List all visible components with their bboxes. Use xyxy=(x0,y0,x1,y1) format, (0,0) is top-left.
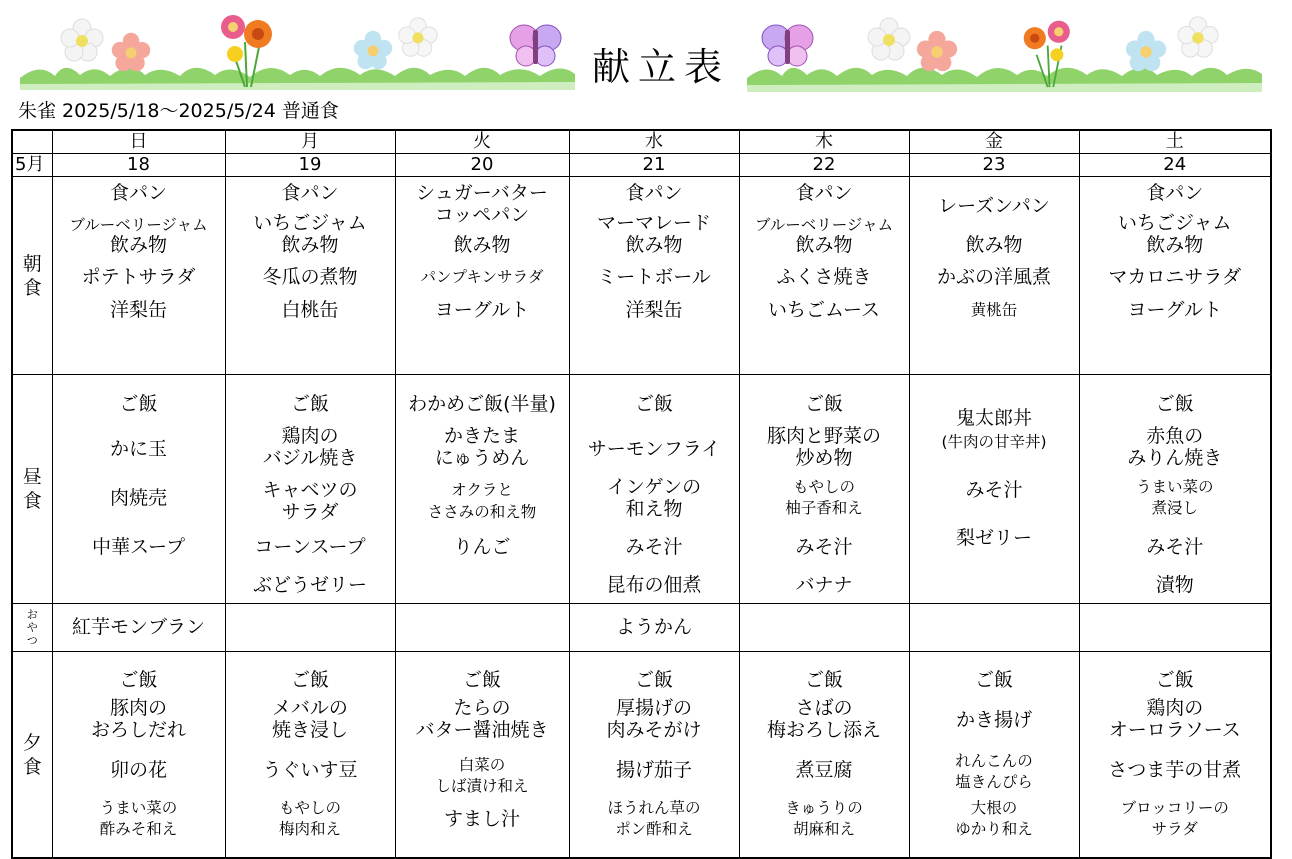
dinner-item: ポン酢和え xyxy=(615,820,693,838)
lunch-item: バナナ xyxy=(795,574,853,596)
breakfast-item: 飲み物 xyxy=(965,234,1023,256)
dinner-item: さつま芋の甘煮 xyxy=(1108,759,1242,781)
flower-white-icon xyxy=(1175,14,1221,60)
snack-cell: 紅芋モンブラン xyxy=(52,604,225,652)
dinner-item: 梅肉和え xyxy=(278,820,341,838)
date-cell: 20 xyxy=(395,154,569,177)
lunch-item: キャベツの xyxy=(262,479,358,501)
meal-label-text: お や つ xyxy=(26,608,38,647)
lunch-item: りんご xyxy=(453,536,511,558)
dinner-item: 厚揚げの xyxy=(615,697,692,719)
snack-cell xyxy=(1079,604,1271,652)
dinner-item: もやしの xyxy=(278,799,341,817)
lunch-cell xyxy=(225,375,395,604)
snack-cell xyxy=(395,604,569,652)
weekday-cell: 日 xyxy=(52,130,225,154)
lunch-cell xyxy=(909,375,1079,604)
weekday-cell: 火 xyxy=(395,130,569,154)
breakfast-item: ヨーグルト xyxy=(1127,299,1222,321)
breakfast-cell xyxy=(569,177,739,375)
lunch-item: 漬物 xyxy=(1155,574,1194,596)
butterfly-icon xyxy=(760,18,815,73)
lunch-item: かに玉 xyxy=(109,438,167,460)
breakfast-item: 洋梨缶 xyxy=(109,299,167,321)
date-cell: 22 xyxy=(739,154,909,177)
dinner-label xyxy=(12,652,52,859)
lunch-item: 肉焼売 xyxy=(109,487,167,509)
lunch-item: みそ汁 xyxy=(965,479,1023,501)
weekday-cell: 水 xyxy=(569,130,739,154)
dinner-item: ほうれん草の xyxy=(607,799,701,817)
flower-pink-icon xyxy=(913,28,961,74)
dinner-item: かき揚げ xyxy=(955,709,1032,731)
dinner-item: 焼き浸し xyxy=(271,719,348,741)
dinner-item: 酢みそ和え xyxy=(99,820,178,838)
flower-blue-icon xyxy=(350,28,396,72)
dinner-item: 塩きんぴら xyxy=(955,773,1033,791)
lunch-item: ご飯 xyxy=(804,393,843,415)
breakfast-item: いちごムース xyxy=(767,299,881,321)
grass-decoration-right xyxy=(747,60,1262,92)
lunch-item: みそ汁 xyxy=(1146,536,1204,558)
dinner-item: サラダ xyxy=(1151,820,1198,838)
dinner-item: うまい菜の xyxy=(99,799,178,817)
breakfast-label xyxy=(12,177,52,375)
lunch-item: 和え物 xyxy=(625,498,683,520)
breakfast-cell xyxy=(909,177,1079,375)
date-cell: 23 xyxy=(909,154,1079,177)
lunch-item: サラダ xyxy=(281,501,339,523)
corner-cell xyxy=(12,130,52,154)
lunch-item: 豚肉と野菜の xyxy=(766,425,881,447)
lunch-item: ささみの和え物 xyxy=(427,503,537,521)
weekday-row xyxy=(12,130,1271,154)
dinner-cell xyxy=(739,652,909,859)
page-title: 献立表 xyxy=(591,45,730,89)
lunch-item: 鬼太郎丼 xyxy=(955,407,1032,429)
lunch-item: わかめご飯(半量) xyxy=(408,393,556,415)
date-row xyxy=(12,154,1271,177)
lunch-item: ぶどうゼリー xyxy=(252,574,367,596)
lunch-cell xyxy=(1079,375,1271,604)
dinner-cell xyxy=(52,652,225,859)
dinner-item: きゅうりの xyxy=(785,799,863,817)
breakfast-item: 食パン xyxy=(281,182,339,204)
breakfast-item: 食パン xyxy=(795,182,853,204)
breakfast-item: ヨーグルト xyxy=(434,299,530,321)
dinner-item: たらの xyxy=(453,697,511,719)
dinner-item: 肉みそがけ xyxy=(606,719,702,741)
breakfast-item: マカロニサラダ xyxy=(1108,266,1242,288)
dinner-item: さばの xyxy=(795,697,853,719)
flower-bouquet-icon xyxy=(215,12,280,87)
lunch-item: うまい菜の xyxy=(1135,478,1214,496)
breakfast-item: 食パン xyxy=(625,182,683,204)
weekday-cell: 木 xyxy=(739,130,909,154)
dinner-item: おろしだれ xyxy=(90,719,186,741)
lunch-item: 昆布の佃煮 xyxy=(606,574,702,596)
dinner-item: 卯の花 xyxy=(109,759,167,781)
lunch-item: かきたま xyxy=(443,425,520,447)
dinner-item: 豚肉の xyxy=(109,697,167,719)
dinner-item: 胡麻和え xyxy=(792,820,855,838)
breakfast-item: ブルーベリージャム xyxy=(754,216,894,234)
breakfast-item: 飲み物 xyxy=(453,234,511,256)
lunch-item: サーモンフライ xyxy=(587,438,721,460)
breakfast-item: 飲み物 xyxy=(1146,234,1204,256)
lunch-item: コーンスープ xyxy=(254,536,366,558)
breakfast-item: 飲み物 xyxy=(625,234,683,256)
dinner-item: 煮豆腐 xyxy=(795,759,853,781)
lunch-item: バジル焼き xyxy=(262,447,358,469)
meal-label-text: 昼 食 xyxy=(22,466,42,512)
dinner-cell xyxy=(569,652,739,859)
breakfast-item: 飲み物 xyxy=(109,234,167,256)
lunch-row xyxy=(12,375,1271,604)
dinner-item: ご飯 xyxy=(462,669,501,691)
dinner-item: うぐいす豆 xyxy=(262,759,358,781)
breakfast-item: シュガーバター xyxy=(416,182,548,204)
breakfast-item: 食パン xyxy=(109,182,167,204)
lunch-cell xyxy=(395,375,569,604)
dinner-item: ブロッコリーの xyxy=(1120,799,1229,817)
date-cell: 19 xyxy=(225,154,395,177)
menu-table xyxy=(11,129,1272,859)
breakfast-item: 飲み物 xyxy=(281,234,339,256)
flower-pink-icon xyxy=(107,30,155,74)
dinner-item: ご飯 xyxy=(119,669,158,691)
dinner-item: ご飯 xyxy=(974,669,1013,691)
weekday-cell: 月 xyxy=(225,130,395,154)
breakfast-item: いちごジャム xyxy=(253,212,367,234)
lunch-cell xyxy=(739,375,909,604)
lunch-item: 柚子香和え xyxy=(785,499,863,517)
breakfast-item: ふくさ焼き xyxy=(776,266,872,288)
breakfast-item: コッペパン xyxy=(434,204,530,226)
lunch-item: 炒め物 xyxy=(795,447,853,469)
breakfast-cell xyxy=(225,177,395,375)
lunch-item: 鶏肉の xyxy=(281,425,339,447)
date-cell: 21 xyxy=(569,154,739,177)
dinner-cell xyxy=(395,652,569,859)
lunch-item: みりん焼き xyxy=(1127,447,1223,469)
dinner-item: 白菜の xyxy=(458,756,506,774)
snack-cell xyxy=(909,604,1079,652)
dinner-item: 梅おろし添え xyxy=(766,719,881,741)
dinner-item: オーロラソース xyxy=(1108,719,1241,741)
breakfast-item: いちごジャム xyxy=(1117,212,1232,234)
lunch-item: もやしの xyxy=(792,478,855,496)
lunch-item: 梨ゼリー xyxy=(955,527,1032,549)
dinner-item: ご飯 xyxy=(1155,669,1194,691)
flower-white-icon xyxy=(395,15,441,59)
lunch-label xyxy=(12,375,52,604)
breakfast-item: 食パン xyxy=(1146,182,1204,204)
breakfast-cell xyxy=(1079,177,1271,375)
breakfast-item: 白桃缶 xyxy=(281,299,339,321)
breakfast-item: 洋梨缶 xyxy=(625,299,683,321)
lunch-item: みそ汁 xyxy=(625,536,683,558)
dinner-cell xyxy=(909,652,1079,859)
dinner-item: 鶏肉の xyxy=(1146,697,1204,719)
meal-label-text: 夕 食 xyxy=(22,731,42,778)
lunch-cell xyxy=(569,375,739,604)
breakfast-item: 黄桃缶 xyxy=(970,301,1018,319)
breakfast-cell xyxy=(395,177,569,375)
dinner-cell xyxy=(1079,652,1271,859)
snack-label xyxy=(12,604,52,652)
flower-blue-icon xyxy=(1122,28,1170,74)
flower-white-icon xyxy=(58,16,106,64)
dinner-item: 大根の xyxy=(970,799,1018,817)
dinner-item: ご飯 xyxy=(634,669,673,691)
breakfast-cell xyxy=(739,177,909,375)
breakfast-item: かぶの洋風煮 xyxy=(936,266,1051,288)
breakfast-row xyxy=(12,177,1271,375)
lunch-item: ご飯 xyxy=(634,393,673,415)
dinner-item: 揚げ茄子 xyxy=(615,759,692,781)
dinner-cell xyxy=(225,652,395,859)
dinner-item: バター醤油焼き xyxy=(415,719,549,741)
meal-label-text: 朝 食 xyxy=(22,252,42,299)
snack-cell xyxy=(225,604,395,652)
grass-decoration-left xyxy=(20,60,575,90)
snack-cell: ようかん xyxy=(569,604,739,652)
lunch-item: にゅうめん xyxy=(434,447,530,469)
menu-subtitle: 朱雀 2025/5/18～2025/5/24 普通食 xyxy=(18,100,339,122)
lunch-item: 煮浸し xyxy=(1151,499,1198,517)
dinner-item: メバルの xyxy=(272,697,348,719)
breakfast-item: ポテトサラダ xyxy=(81,266,196,288)
breakfast-item: 飲み物 xyxy=(795,234,853,256)
lunch-item: ご飯 xyxy=(119,393,158,415)
snack-row xyxy=(12,604,1271,652)
dinner-item: しば漬け和え xyxy=(435,777,529,795)
flower-bouquet-icon xyxy=(1020,15,1080,90)
lunch-item: (牛肉の甘辛丼) xyxy=(941,433,1047,451)
lunch-item: ご飯 xyxy=(1155,393,1194,415)
butterfly-icon xyxy=(508,18,563,73)
lunch-cell xyxy=(52,375,225,604)
dinner-item: ご飯 xyxy=(804,669,843,691)
dinner-item: すまし汁 xyxy=(443,808,520,830)
lunch-item: インゲンの xyxy=(606,476,702,498)
lunch-item: 中華スープ xyxy=(91,536,186,558)
weekday-cell: 土 xyxy=(1079,130,1271,154)
breakfast-item: 冬瓜の煮物 xyxy=(262,266,358,288)
dinner-item: ご飯 xyxy=(290,669,329,691)
lunch-item: 赤魚の xyxy=(1146,425,1204,447)
breakfast-cell xyxy=(52,177,225,375)
date-cell: 24 xyxy=(1079,154,1271,177)
dinner-item: ゆかり和え xyxy=(955,820,1033,838)
breakfast-item: マーマレード xyxy=(596,212,711,234)
lunch-item: みそ汁 xyxy=(795,536,853,558)
lunch-item: オクラと xyxy=(451,481,513,499)
dinner-row xyxy=(12,652,1271,859)
month-label: 5月 xyxy=(12,154,52,177)
breakfast-item: ミートボール xyxy=(597,266,711,288)
weekday-cell: 金 xyxy=(909,130,1079,154)
breakfast-item: ブルーベリージャム xyxy=(69,216,208,234)
breakfast-item: パンプキンサラダ xyxy=(420,268,544,286)
snack-cell xyxy=(739,604,909,652)
dinner-item: れんこんの xyxy=(955,752,1033,770)
breakfast-item: レーズンパン xyxy=(938,195,1050,217)
lunch-item: ご飯 xyxy=(290,393,329,415)
date-cell: 18 xyxy=(52,154,225,177)
flower-white-icon xyxy=(865,15,913,63)
